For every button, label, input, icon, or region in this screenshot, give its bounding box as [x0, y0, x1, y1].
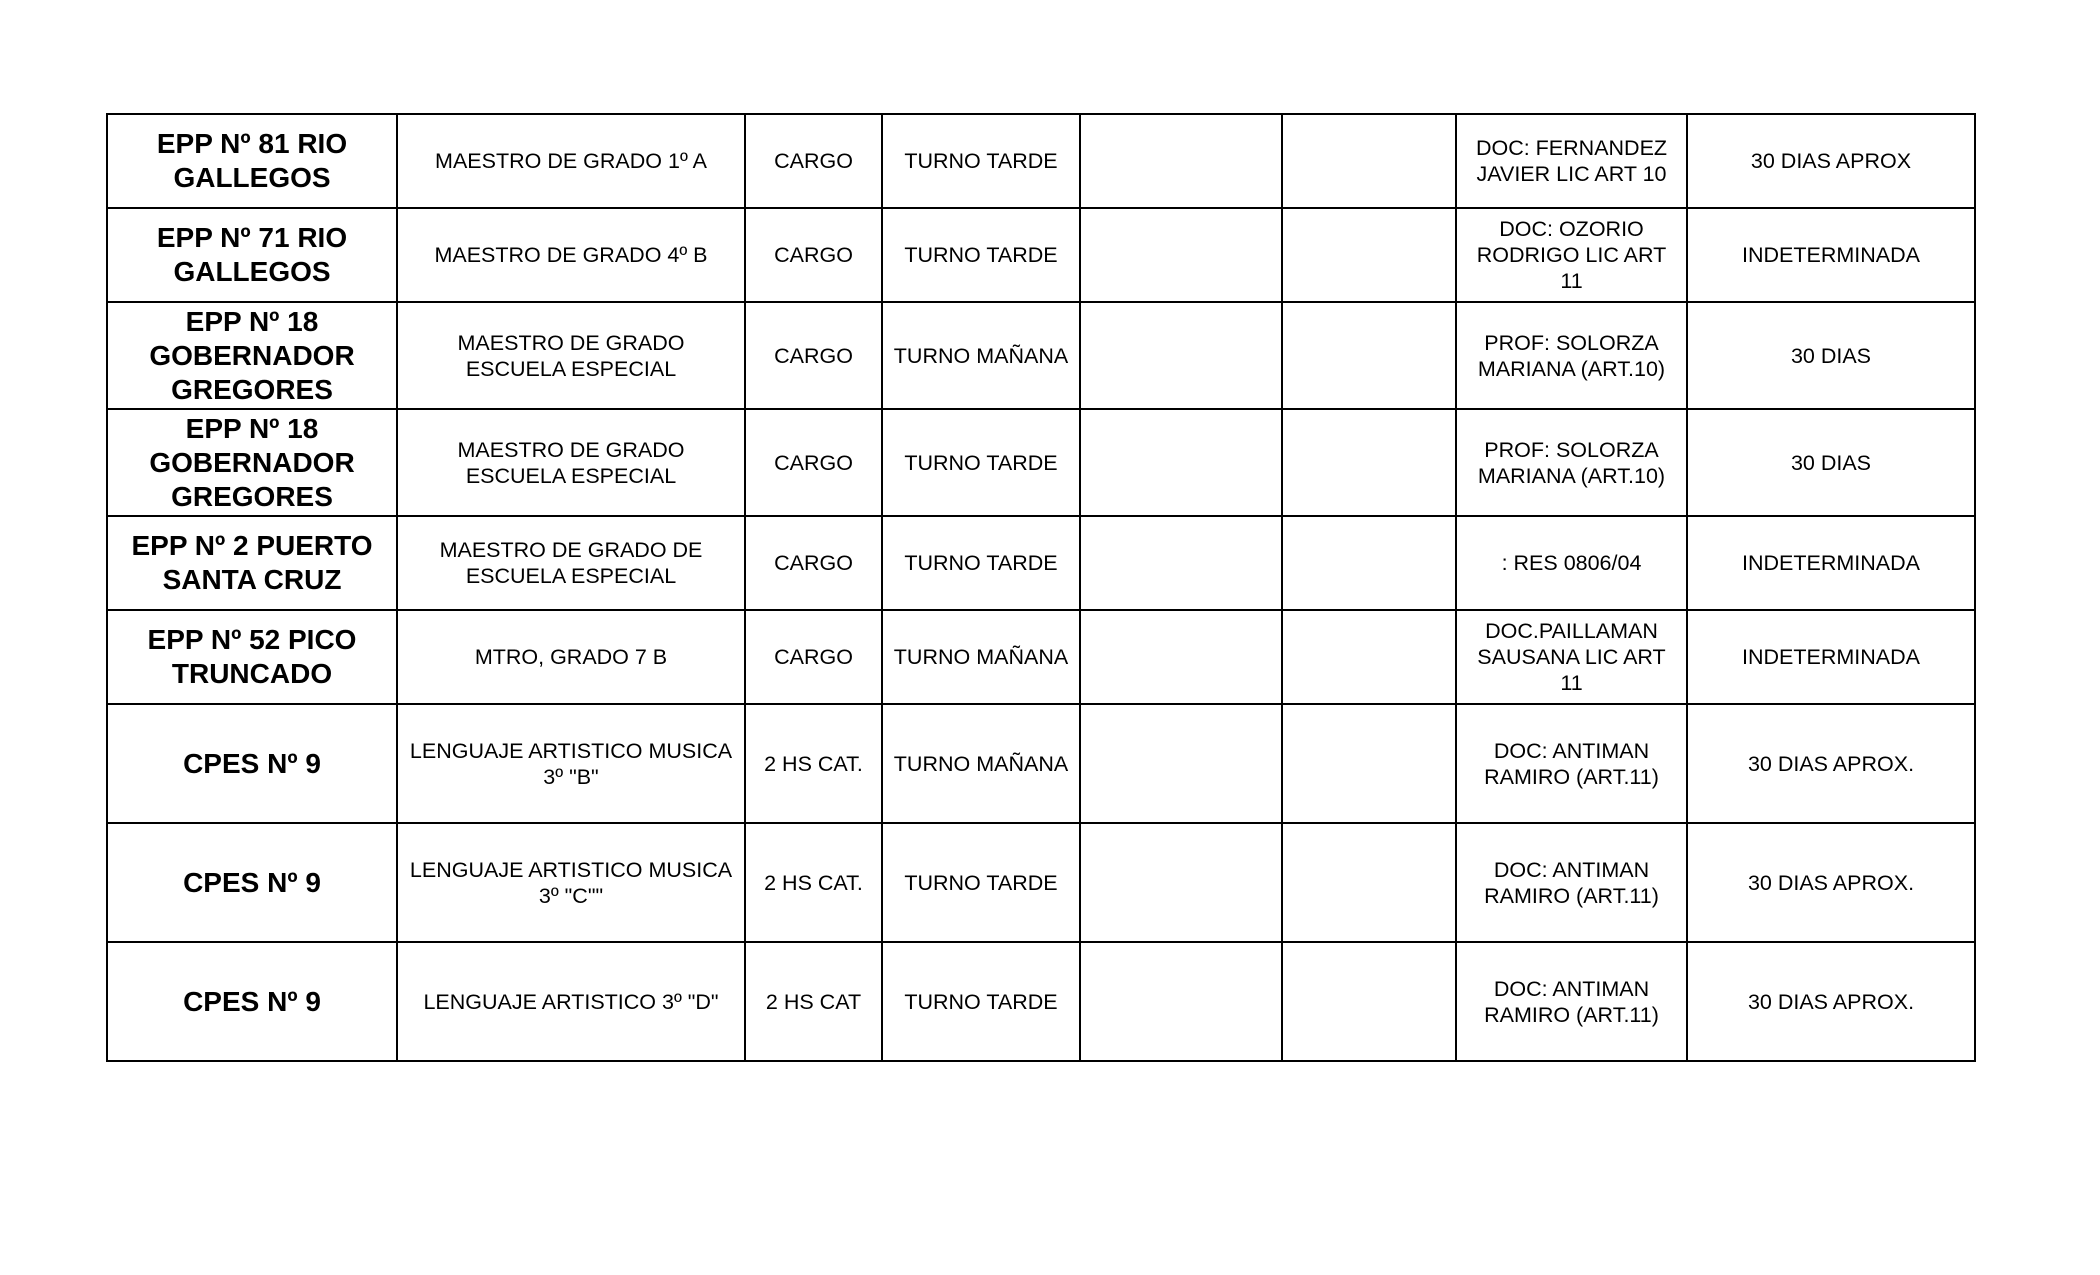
type-cell: 2 HS CAT	[745, 942, 882, 1061]
position-cell: LENGUAJE ARTISTICO 3º "D"	[397, 942, 745, 1061]
reason-cell: DOC: ANTIMAN RAMIRO (ART.11)	[1456, 704, 1687, 823]
shift-cell: TURNO TARDE	[882, 823, 1080, 942]
position-cell: MAESTRO DE GRADO ESCUELA ESPECIAL	[397, 409, 745, 516]
empty-cell	[1282, 114, 1456, 208]
shift-cell: TURNO TARDE	[882, 208, 1080, 302]
school-cell: CPES Nº 9	[107, 704, 397, 823]
reason-cell: PROF: SOLORZA MARIANA (ART.10)	[1456, 302, 1687, 409]
type-cell: CARGO	[745, 516, 882, 610]
empty-cell	[1080, 208, 1282, 302]
school-cell: CPES Nº 9	[107, 942, 397, 1061]
empty-cell	[1080, 823, 1282, 942]
duration-cell: INDETERMINADA	[1687, 610, 1975, 704]
duration-cell: 30 DIAS APROX.	[1687, 704, 1975, 823]
empty-cell	[1282, 302, 1456, 409]
empty-cell	[1282, 208, 1456, 302]
empty-cell	[1080, 942, 1282, 1061]
type-cell: CARGO	[745, 208, 882, 302]
vacancies-table	[106, 113, 1976, 1062]
duration-cell: 30 DIAS APROX.	[1687, 823, 1975, 942]
position-cell: LENGUAJE ARTISTICO MUSICA 3º "B"	[397, 704, 745, 823]
shift-cell: TURNO TARDE	[882, 114, 1080, 208]
reason-cell: DOC: FERNANDEZ JAVIER LIC ART 10	[1456, 114, 1687, 208]
empty-cell	[1282, 942, 1456, 1061]
position-cell: LENGUAJE ARTISTICO MUSICA 3º "C""	[397, 823, 745, 942]
reason-cell: DOC.PAILLAMAN SAUSANA LIC ART 11	[1456, 610, 1687, 704]
position-cell: MAESTRO DE GRADO DE ESCUELA ESPECIAL	[397, 516, 745, 610]
school-cell: EPP Nº 81 RIO GALLEGOS	[107, 114, 397, 208]
table-row	[107, 610, 1975, 704]
table-row	[107, 208, 1975, 302]
reason-cell: DOC: ANTIMAN RAMIRO (ART.11)	[1456, 942, 1687, 1061]
duration-cell: 30 DIAS APROX	[1687, 114, 1975, 208]
duration-cell: 30 DIAS APROX.	[1687, 942, 1975, 1061]
duration-cell: INDETERMINADA	[1687, 516, 1975, 610]
empty-cell	[1282, 704, 1456, 823]
school-cell: EPP Nº 52 PICO TRUNCADO	[107, 610, 397, 704]
position-cell: MTRO, GRADO 7 B	[397, 610, 745, 704]
type-cell: CARGO	[745, 114, 882, 208]
type-cell: CARGO	[745, 302, 882, 409]
empty-cell	[1080, 302, 1282, 409]
shift-cell: TURNO TARDE	[882, 409, 1080, 516]
table-row	[107, 302, 1975, 409]
duration-cell: 30 DIAS	[1687, 302, 1975, 409]
shift-cell: TURNO MAÑANA	[882, 610, 1080, 704]
table-row	[107, 704, 1975, 823]
reason-cell: DOC: OZORIO RODRIGO LIC ART 11	[1456, 208, 1687, 302]
table-row	[107, 114, 1975, 208]
type-cell: CARGO	[745, 610, 882, 704]
empty-cell	[1080, 704, 1282, 823]
reason-cell: : RES 0806/04	[1456, 516, 1687, 610]
shift-cell: TURNO TARDE	[882, 516, 1080, 610]
empty-cell	[1282, 409, 1456, 516]
empty-cell	[1080, 114, 1282, 208]
table-row	[107, 942, 1975, 1061]
empty-cell	[1080, 610, 1282, 704]
duration-cell: 30 DIAS	[1687, 409, 1975, 516]
duration-cell: INDETERMINADA	[1687, 208, 1975, 302]
table-row	[107, 823, 1975, 942]
shift-cell: TURNO MAÑANA	[882, 704, 1080, 823]
type-cell: CARGO	[745, 409, 882, 516]
empty-cell	[1282, 516, 1456, 610]
school-cell: EPP Nº 2 PUERTO SANTA CRUZ	[107, 516, 397, 610]
empty-cell	[1080, 409, 1282, 516]
table-row	[107, 409, 1975, 516]
type-cell: 2 HS CAT.	[745, 823, 882, 942]
reason-cell: PROF: SOLORZA MARIANA (ART.10)	[1456, 409, 1687, 516]
school-cell: EPP Nº 18 GOBERNADOR GREGORES	[107, 302, 397, 409]
table-row	[107, 516, 1975, 610]
school-cell: EPP Nº 71 RIO GALLEGOS	[107, 208, 397, 302]
position-cell: MAESTRO DE GRADO 4º B	[397, 208, 745, 302]
shift-cell: TURNO TARDE	[882, 942, 1080, 1061]
school-cell: EPP Nº 18 GOBERNADOR GREGORES	[107, 409, 397, 516]
empty-cell	[1282, 823, 1456, 942]
reason-cell: DOC: ANTIMAN RAMIRO (ART.11)	[1456, 823, 1687, 942]
empty-cell	[1282, 610, 1456, 704]
position-cell: MAESTRO DE GRADO 1º A	[397, 114, 745, 208]
type-cell: 2 HS CAT.	[745, 704, 882, 823]
empty-cell	[1080, 516, 1282, 610]
shift-cell: TURNO MAÑANA	[882, 302, 1080, 409]
position-cell: MAESTRO DE GRADO ESCUELA ESPECIAL	[397, 302, 745, 409]
school-cell: CPES Nº 9	[107, 823, 397, 942]
